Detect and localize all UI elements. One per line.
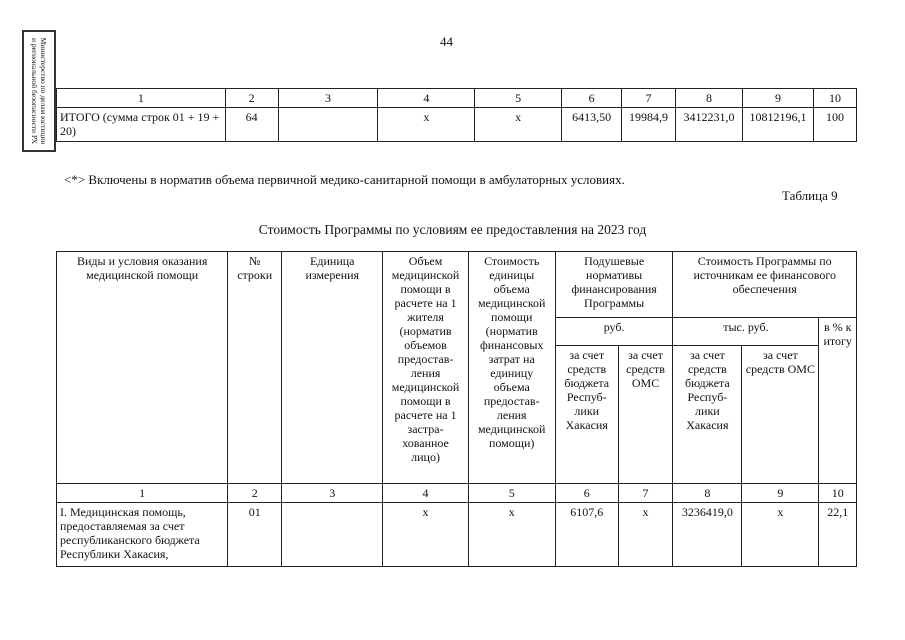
summary-total-row [57, 108, 857, 142]
row-cell: 22,1 [819, 503, 857, 567]
table-label: Таблица 9 [782, 188, 838, 203]
header-volume: Объем медицинской помощи в расчете на 1 жителя (норматив объемов предостав-ления медицинской помощи в расчете на 1 застра-хованное лицо) [383, 252, 468, 484]
program-cost-table [56, 251, 857, 567]
col-number: 2 [225, 89, 278, 108]
col-number: 8 [676, 89, 743, 108]
summary-table [56, 88, 857, 142]
header-rub: руб. [555, 318, 673, 346]
header-budget-rub: за счет средств бюджета Респуб-лики Хакасия [555, 346, 618, 484]
header-row-1 [57, 252, 857, 318]
total-cell [278, 108, 378, 142]
row-label: I. Медицинская помощь, предоставляемая за счет республиканского бюджета Республики Хакасия, [57, 503, 228, 567]
col-number: 9 [742, 484, 819, 503]
header-oms-rub: за счет средств ОМС [618, 346, 673, 484]
col-number: 10 [819, 484, 857, 503]
header-program-cost: Стоимость Программы по источникам ее финансового обеспечения [673, 252, 857, 318]
row-cell: 01 [228, 503, 282, 567]
row-cell: 6107,6 [555, 503, 618, 567]
column-numbers-row [57, 484, 857, 503]
total-cell: 6413,50 [562, 108, 622, 142]
header-thousand-rub: тыс. руб. [673, 318, 819, 346]
row-cell: х [742, 503, 819, 567]
summary-header-row [57, 89, 857, 108]
header-budget-thousand: за счет средств бюджета Респуб-лики Хакасия [673, 346, 742, 484]
col-number: 4 [378, 89, 475, 108]
footnote: <*> Включены в норматив объема первичной медико-санитарной помощи в амбулаторных условиях. [64, 172, 625, 187]
col-number: 5 [468, 484, 555, 503]
row-cell: х [383, 503, 468, 567]
page-number: 44 [440, 34, 453, 49]
header-unit: Единица измерения [282, 252, 383, 484]
total-cell: 19984,9 [622, 108, 676, 142]
total-cell: 3412231,0 [676, 108, 743, 142]
row-cell [282, 503, 383, 567]
total-cell: 100 [813, 108, 856, 142]
table-row [57, 503, 857, 567]
header-per-capita: Подушевые нормативы финансирования Программы [555, 252, 673, 318]
header-oms-thousand: за счет средств ОМС [742, 346, 819, 484]
col-number: 7 [622, 89, 676, 108]
col-number: 10 [813, 89, 856, 108]
col-number: 6 [555, 484, 618, 503]
total-label: ИТОГО (сумма строк 01 + 19 + 20) [57, 108, 226, 142]
col-number: 1 [57, 484, 228, 503]
header-percent: в % к итогу [819, 318, 857, 484]
table-title: Стоимость Программы по условиям ее предоставления на 2023 год [258, 222, 647, 237]
row-cell: х [618, 503, 673, 567]
col-number: 7 [618, 484, 673, 503]
col-number: 5 [475, 89, 562, 108]
header-row-number: № строки [228, 252, 282, 484]
row-cell: х [468, 503, 555, 567]
col-number: 9 [742, 89, 813, 108]
total-cell: х [475, 108, 562, 142]
col-number: 4 [383, 484, 468, 503]
total-cell: 10812196,1 [742, 108, 813, 142]
col-number: 3 [282, 484, 383, 503]
stamp-text: Министерство по делам юстиции и региональной безопасности РХ [30, 37, 48, 145]
ministry-stamp [22, 30, 56, 152]
total-cell: х [378, 108, 475, 142]
col-number: 1 [57, 89, 226, 108]
row-cell: 3236419,0 [673, 503, 742, 567]
header-types: Виды и условия оказания медицинской помощи [57, 252, 228, 484]
col-number: 8 [673, 484, 742, 503]
col-number: 3 [278, 89, 378, 108]
col-number: 2 [228, 484, 282, 503]
total-cell: 64 [225, 108, 278, 142]
header-unit-cost: Стоимость единицы объема медицинской помощи (норматив финансовых затрат на единицу объема предостав-ления медицинской помощи) [468, 252, 555, 484]
col-number: 6 [562, 89, 622, 108]
